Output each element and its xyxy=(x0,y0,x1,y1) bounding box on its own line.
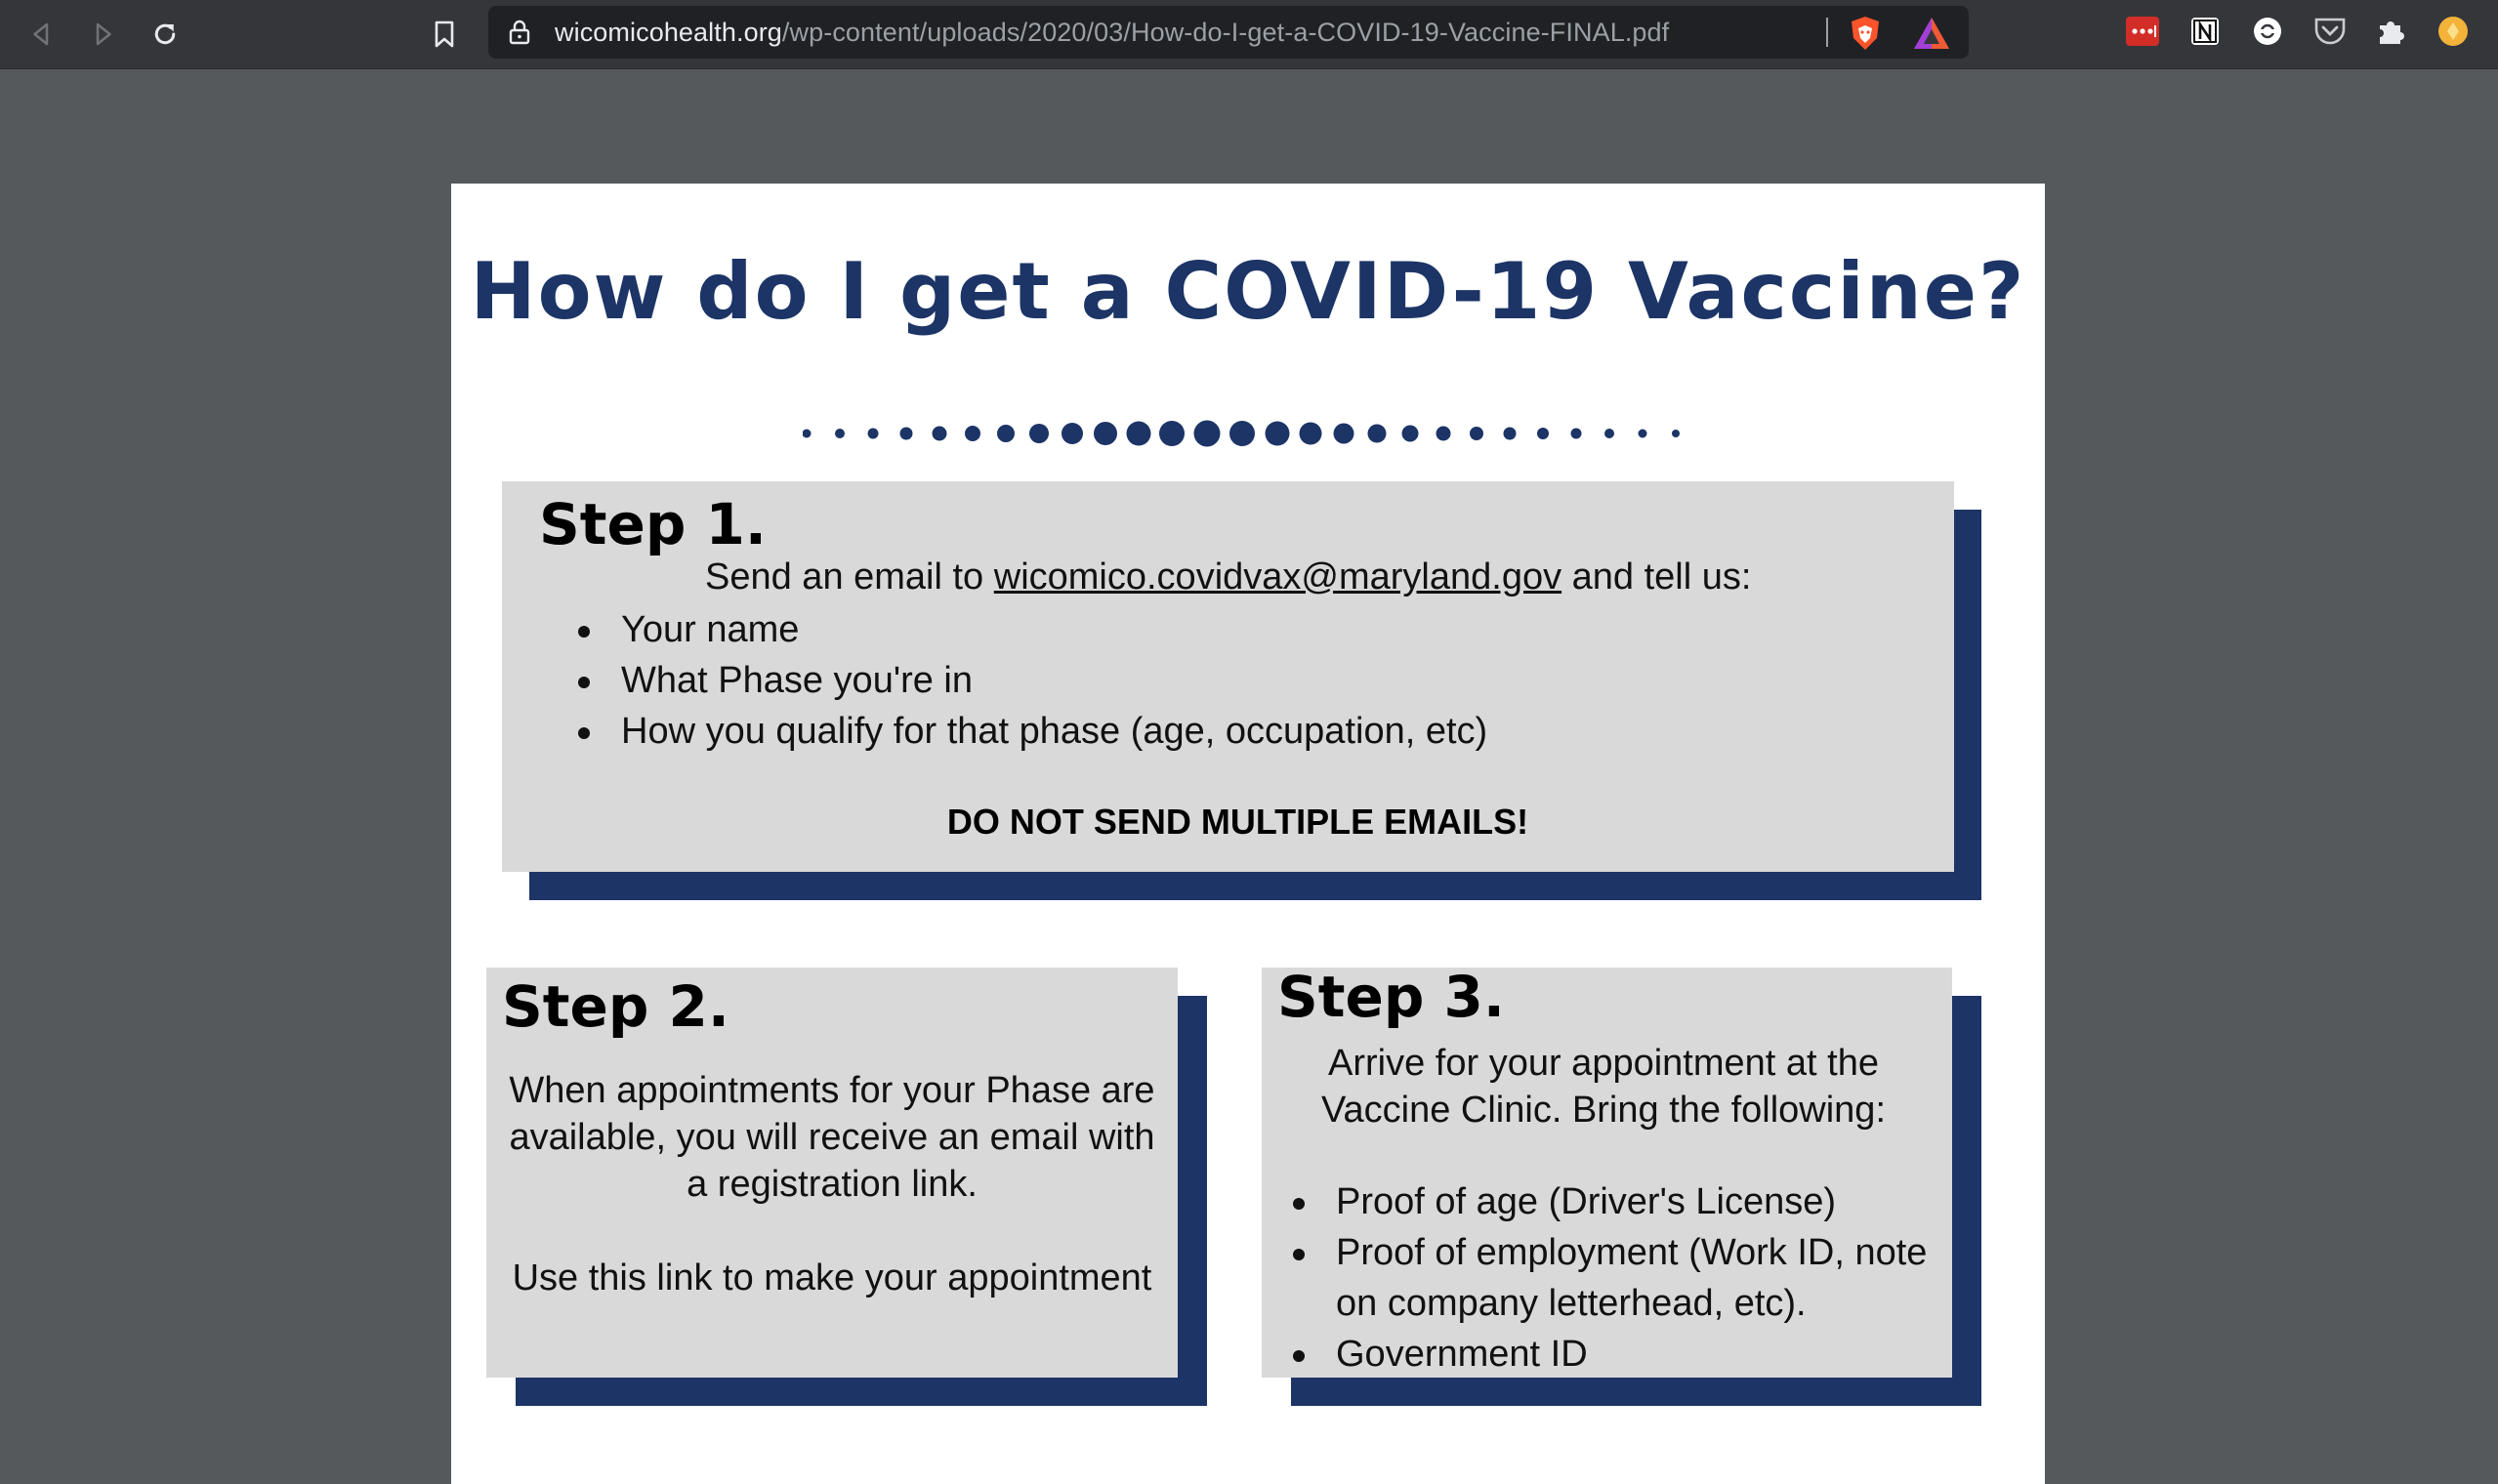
url-path: /wp-content/uploads/2020/03/How-do-I-get-a-COVID-19-Vaccine-FINAL.pdf xyxy=(781,18,1670,47)
brave-shield-icon[interactable] xyxy=(1848,15,1883,52)
puzzle-icon xyxy=(2375,16,2406,47)
step1-warning: DO NOT SEND MULTIPLE EMAILS! xyxy=(946,802,1529,842)
step1-intro xyxy=(705,554,1751,600)
list-item: Proof of age (Driver's License) xyxy=(1291,1176,1936,1227)
bookmark-icon xyxy=(433,20,456,49)
ext-circle-icon xyxy=(2252,16,2283,47)
step2-para2: Use this link to make your appointment xyxy=(512,1257,1152,1298)
profile-icon xyxy=(2436,15,2470,48)
bookmark-button[interactable] xyxy=(422,12,467,57)
back-button[interactable] xyxy=(20,12,64,57)
lastpass-button[interactable] xyxy=(2125,14,2160,49)
step1-intro-after: and tell us: xyxy=(1571,556,1752,598)
step2-card xyxy=(486,968,1178,1378)
pdf-page xyxy=(451,184,2045,1484)
list-item: Government ID xyxy=(1291,1329,1936,1380)
email-link[interactable]: wicomico.covidvax@maryland.gov xyxy=(993,556,1562,598)
reload-icon xyxy=(150,20,180,49)
extension-button[interactable] xyxy=(2250,14,2285,49)
reload-button[interactable] xyxy=(143,12,187,57)
step1-list xyxy=(576,604,1487,757)
list-item: How you qualify for that phase (age, occupation, etc) xyxy=(576,706,1487,757)
step3-heading: Step 3. xyxy=(1277,964,1505,1030)
list-item: Your name xyxy=(576,604,1487,655)
url-separator xyxy=(1826,18,1828,47)
forward-icon xyxy=(88,20,117,49)
step2-heading: Step 2. xyxy=(502,973,729,1040)
forward-button[interactable] xyxy=(80,12,125,57)
extensions-menu-button[interactable] xyxy=(2373,14,2408,49)
url-host: wicomicohealth.org xyxy=(555,18,782,47)
step1-card xyxy=(502,481,1954,872)
pocket-icon xyxy=(2313,16,2347,47)
step2-para1: When appointments for your Phase are available, you will receive an email with a registration link. xyxy=(509,1070,1155,1205)
url-text xyxy=(555,18,1669,48)
lock-icon xyxy=(508,20,531,45)
address-bar[interactable] xyxy=(488,6,1969,59)
brave-rewards-icon[interactable] xyxy=(1912,16,1951,51)
list-item: Proof of employment (Work ID, note on company letterhead, etc). xyxy=(1291,1227,1936,1329)
back-icon xyxy=(27,20,57,49)
step3-intro: Arrive for your appointment at the Vaccine Clinic. Bring the following: xyxy=(1320,1043,1886,1131)
step1-intro-before: Send an email to xyxy=(705,556,984,598)
document-title: How do I get a COVID-19 Vaccine? xyxy=(470,246,2026,337)
notion-icon xyxy=(2189,16,2221,47)
pocket-button[interactable] xyxy=(2312,14,2348,49)
step1-heading: Step 1. xyxy=(539,491,767,557)
profile-button[interactable] xyxy=(2436,14,2471,49)
browser-toolbar xyxy=(0,0,2498,69)
lastpass-icon xyxy=(2126,17,2159,46)
decorative-dots xyxy=(803,414,1695,453)
step3-list xyxy=(1291,1176,1936,1380)
step3-card xyxy=(1262,964,1952,1378)
notion-button[interactable] xyxy=(2187,14,2223,49)
list-item: What Phase you're in xyxy=(576,655,1487,706)
